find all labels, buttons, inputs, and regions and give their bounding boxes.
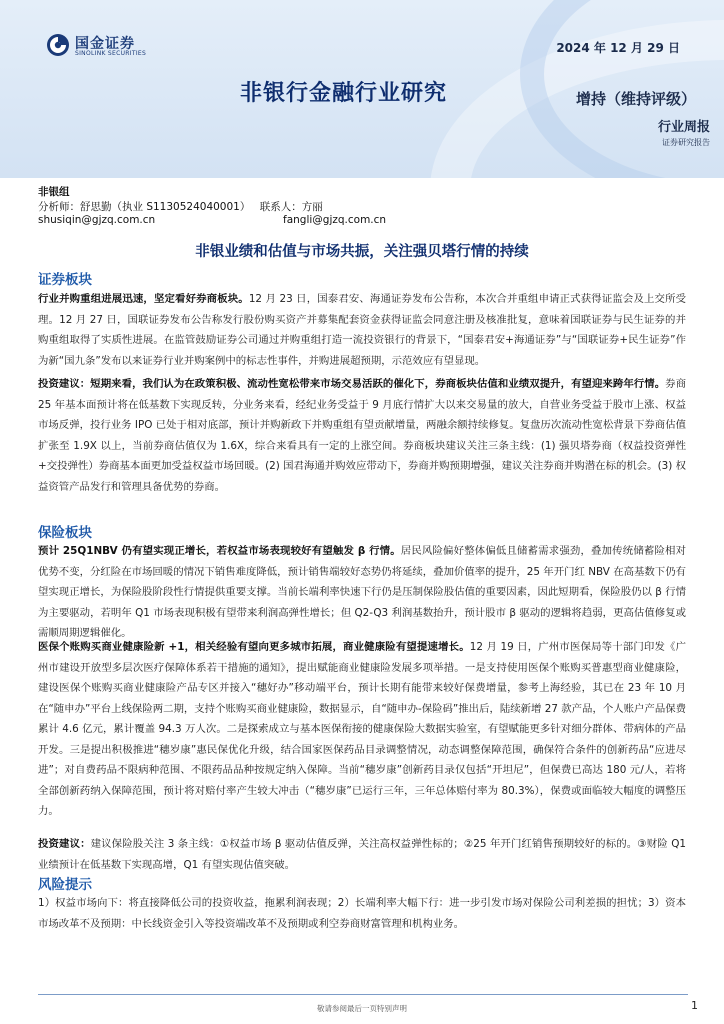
analyst-label: 分析师： (38, 201, 80, 213)
contact-name: 方丽 (301, 201, 323, 213)
contact-email[interactable]: fangli@gjzq.com.cn (283, 214, 387, 226)
paragraph-insurance-3: 投资建议：建议保险股关注 3 条主线：①权益市场 β 驱动估值反弹，关注高权益弹性标的；②25 年开门红销售预期较好的标的。③财险 Q1 业绩预计在低基数下实现高增，Q1 有望实现估值突破。 (38, 838, 686, 871)
report-type: 行业周报 (657, 120, 710, 135)
report-header (0, 0, 724, 178)
paragraph-insurance-2: 医保个账购买商业健康险新 +1，相关经验有望向更多城市拓展，商业健康险有望提速增长。12 月 19 日，广州市医保局等十部门印发《广州市建设开放型多层次医疗保障体系若干措施的通知》，提出赋能商业健康险发展多项举措。一是支持使用医保个账购买普惠型商业健康险，建设医保个账购买商业健康险产品专区并接入“穗好办”移动端平台，预计长期有能带来较好保费增量，参考上海经验，其已在 23 年 10 月在“随申办”平台上线保险两二期，支持个账购买商业健康险，数据显示，自“随申办-保险码”推出后，陆续新增 27 款产品，个人账户产品保费累计 4.6 亿元，累计覆盖 94.3 万人次。二是探索成立与基本医保衔接的健康保险大数据实验室，有望赋能更多针对细分群体、带病体的产品开发。三是提出积极推进“穗岁康”惠民保优化升级，结合国家医保药品目录调整情况，动态调整保障范围，确保符合条件的创新药品“应进尽进”；对自费药品不限病种范围、不限药品品种按规定纳入保障。当前“穗岁康”创新药目录仅包括“开坦尼”，但保费已高达 180 元/人，若将全部创新药纳入保障范围，预计将对赔付率产生较大冲击（“穗岁康”已运行三年，三年总体赔付率为 80.3%），保费或面临较大幅度的调整压力。 (38, 641, 686, 817)
report-title: 非银行金融行业研究 (240, 81, 448, 106)
logo-text-cn: 国金证券 (75, 36, 135, 52)
footer-divider (38, 994, 688, 995)
rating-badge: 增持（维持评级） (575, 90, 696, 108)
logo-mark-icon (46, 33, 70, 57)
paragraph-securities-2: 投资建议：短期来看，我们认为在政策积极、流动性宽松带来市场交易活跃的催化下，券商板块估值和业绩双提升，有望迎来跨年行情。券商 25 年基本面预计将在低基数下实现反转，分业务来看，经纪业务受益于 9 月底行情扩大以来交易量的放大，自营业务受益于股市上涨、权益市场反弹，投行业务 IPO 已处于相对底部，预计并购新政下并购重组有望贡献增量，两融余额持续修复。复盘历次流动性宽松背景下券商估值扩张至 1.9X 以上，当前券商估值仅为 1.6X，综合来看具有一定的上涨空间。券商板块建议关注三条主线：(1) 强贝塔券商（权益投资弹性+交投弹性）券商基本面更加受益权益市场回暖。(2) 国君海通并购效应带动下，券商并购预期增强，建议关注券商并购潜在标的机会。(3) 权益资管产品发行和管理具备优势的券商。 (38, 378, 686, 493)
analyst-name: 舒思勤（执业 S1130524040001） (80, 201, 251, 213)
report-date: 2024 年 12 月 29 日 (556, 41, 680, 55)
brand-logo (46, 33, 196, 59)
analyst-line (38, 199, 323, 214)
section-title-risk: 风险提示 (38, 877, 92, 893)
page-number: 1 (691, 999, 698, 1012)
report-subtype: 证券研究报告 (662, 138, 710, 147)
contact-label: 联系人： (259, 201, 302, 213)
paragraph-insurance-1: 预计 25Q1NBV 仍有望实现正增长，若权益市场表现较好有望触发 β 行情。居民风险偏好整体偏低且储蓄需求强劲，叠加传统储蓄险相对优势不变，分红险在市场回暖的情况下销售难度降低，预计销售端较好态势仍将延续，叠加价值率的提升，25 年开门红 NBV 在高基数下仍有望实现正增长，为保险股阶段性行情提供重要支撑。当前长端利率快速下行仍是压制保险股估值的重要因素，因此短期看，保险股仍以 β 行情为主要驱动，若明年 Q1 市场表现积极有望带来利润高弹性增长；但 Q2-Q3 利润基数抬升，预计股市 β 驱动的逻辑将趋弱，更高估值修复或需顺周期逻辑催化。 (38, 545, 686, 639)
group-label: 非银组 (38, 186, 70, 198)
logo-text-en: SINOLINK SECURITIES (75, 50, 147, 57)
analyst-email[interactable]: shusiqin@gjzq.com.cn (38, 214, 156, 226)
report-headline: 非银业绩和估值与市场共振，关注强贝塔行情的持续 (195, 244, 529, 260)
paragraph-risk: 1）权益市场向下：将直接降低公司的投资收益，拖累利润表现；2）长端利率大幅下行：进一步引发市场对保险公司利差损的担忧；3）资本市场改革不及预期：中长线资金引入等投资端改革不及预期或利空券商财富管理和机构业务。 (38, 897, 686, 930)
section-title-insurance: 保险板块 (38, 525, 92, 541)
paragraph-securities-1: 行业并购重组进展迅速，坚定看好券商板块。12 月 23 日，国泰君安、海通证券发布公告称，本次合并重组申请正式获得证监会及上交所受理。12 月 27 日，国联证券发布公告称发行股份购买资产并募集配套资金获得证监会同意注册及核准批复，意味着国联证券与民生证券的并购重组取得了实质性进展。在监管鼓励证券公司通过并购重组打造一流投资银行的背景下，“国泰君安+海通证券”与“国联证券+民生证券”作为新“国九条”发布以来证券行业并购案例中的标志性事件，并购进展超预期，示范效应有望显现。 (38, 293, 686, 367)
footer-disclaimer[interactable]: 敬请参阅最后一页特别声明 (317, 1004, 407, 1013)
section-title-securities: 证券板块 (38, 272, 92, 288)
